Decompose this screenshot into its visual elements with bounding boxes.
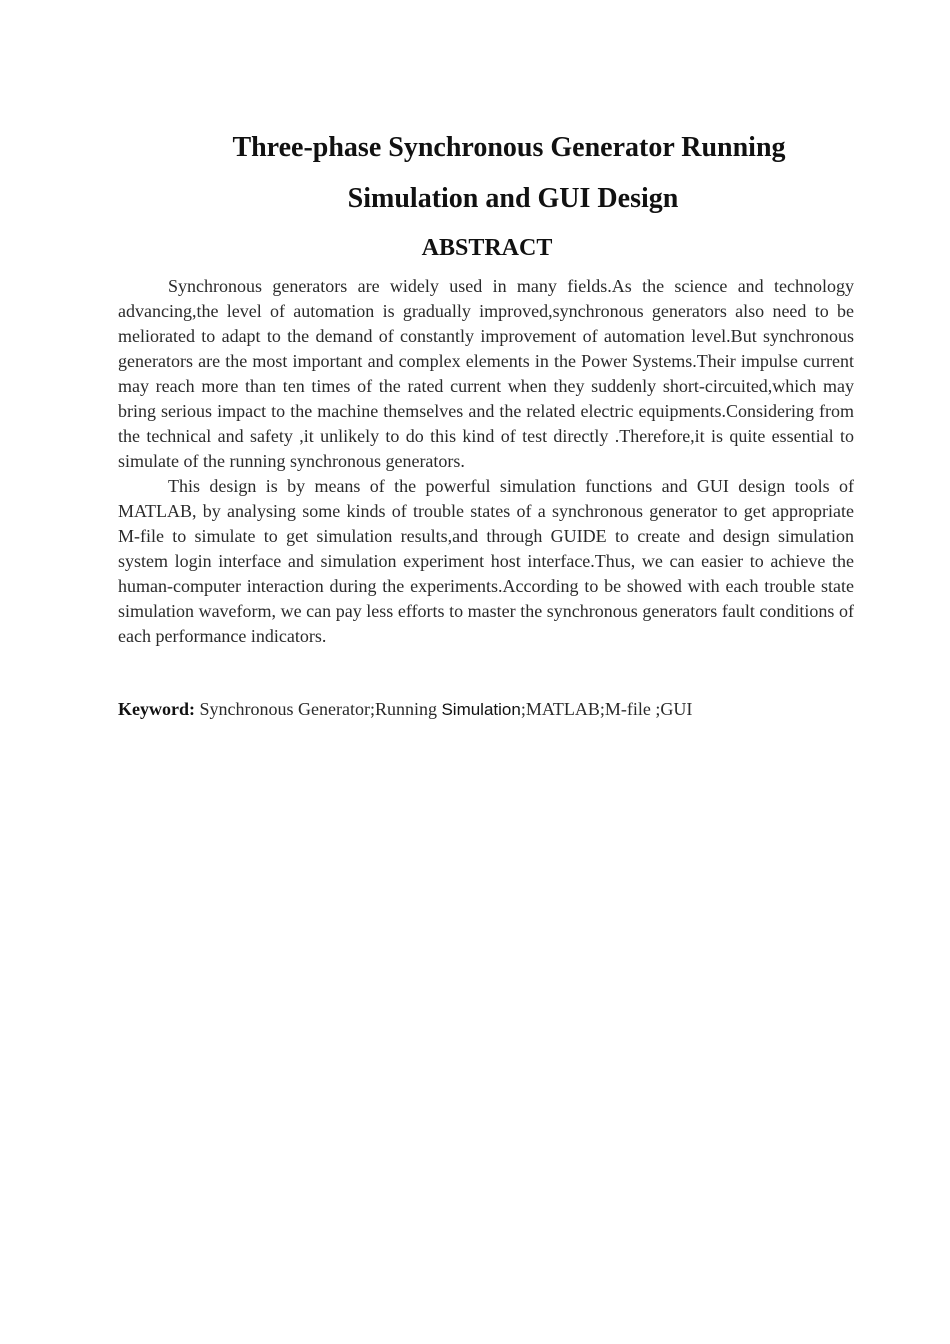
abstract-body [118, 274, 854, 649]
keywords-text: Simulation [441, 700, 521, 719]
keywords-text: ;MATLAB;M-file ;GUI [520, 699, 693, 719]
abstract-heading: ABSTRACT [421, 235, 553, 261]
abstract-paragraph: This design is by means of the powerful simulation functions and GUI design tools of MATLAB, by analysing some kinds of trouble states of a synchronous generator to get appropriate M-file to simulate to get simulation results,and through GUIDE to create and design simulation system login interface and simulation experiment host interface.Thus, we can easier to achieve the human-computer interaction during the experiments.According to be showed with each trouble state simulation waveform, we can pay less efforts to master the synchronous generators fault conditions of each performance indicators. [118, 476, 854, 646]
title-line-2: Simulation and GUI Design [347, 183, 679, 214]
keywords-label: Keyword: [118, 699, 195, 719]
title-line-1: Three-phase Synchronous Generator Running [232, 132, 786, 163]
abstract-paragraph: Synchronous generators are widely used in many fields.As the science and technology advancing,the level of automation is gradually improved,synchronous generators also need to be meliorated to adapt to the demand of constantly improvement of automation level.But synchronous generators are the most important and complex elements in the Power Systems.Their impulse current may reach more than ten times of the rated current when they suddenly short-circuited,which may bring serious impact to the machine themselves and the related electric equipments.Considering from the technical and safety ,it unlikely to do this kind of test directly .Therefore,it is quite essential to simulate of the running synchronous generators. [118, 276, 854, 471]
keywords-text: Synchronous Generator;Running [194, 699, 442, 719]
keywords-line [118, 697, 854, 722]
